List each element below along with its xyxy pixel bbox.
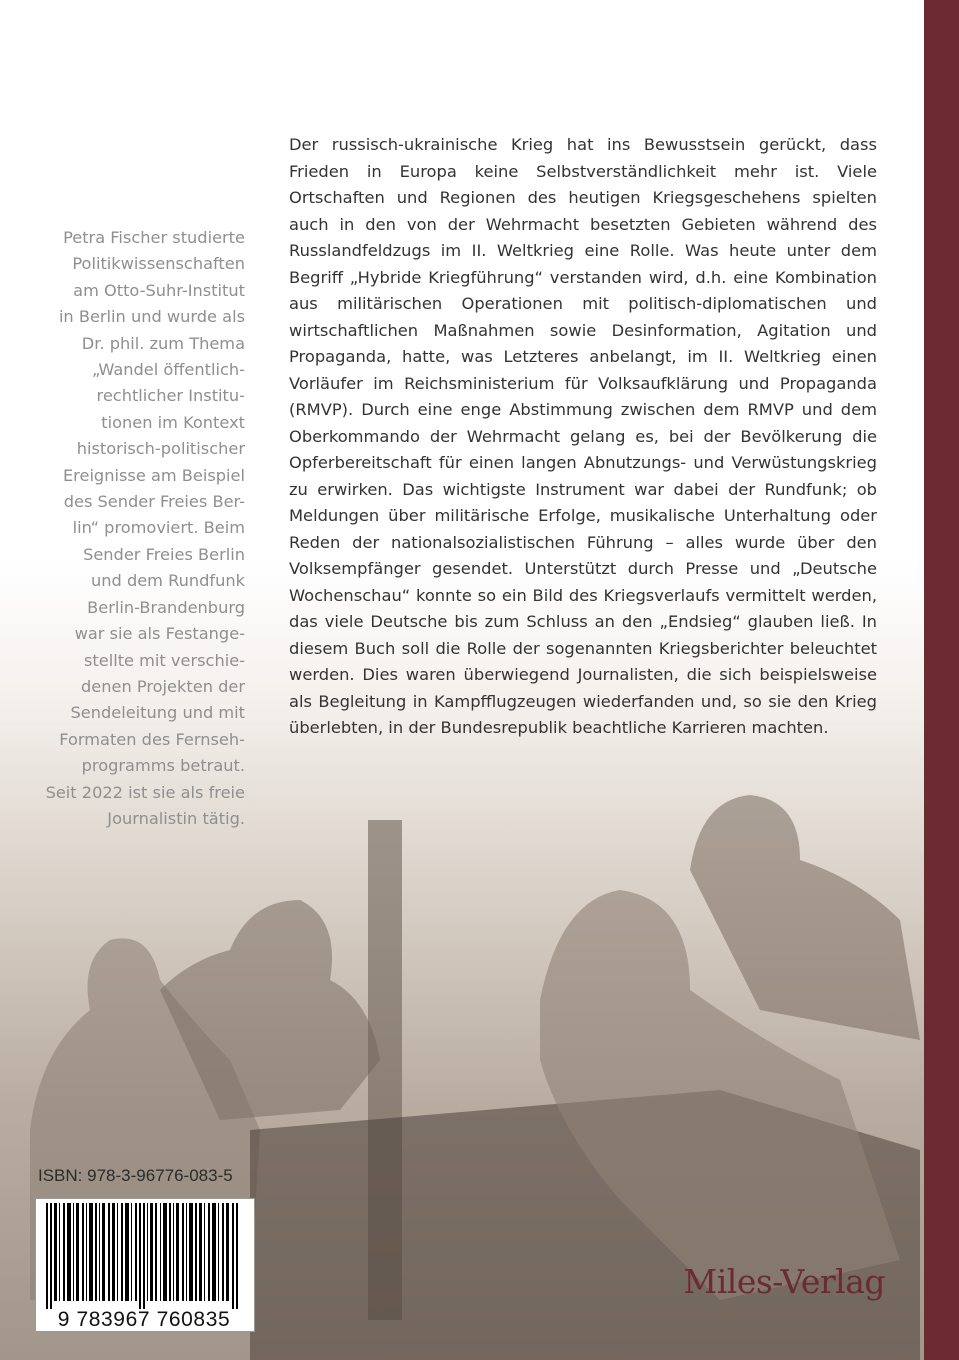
publisher-logo: Miles-Verlag	[683, 1262, 885, 1301]
book-blurb: Der russisch-ukrainische Krieg hat ins Bewusstsein gerückt, dass Frieden in Europa keine Selbstverständlichkeit mehr ist. Viele Ortschaften und Regionen des heutigen Kriegsgeschehens spielten auch in den von der Wehrmacht besetzten Gebieten während des Russlandfeldzugs im II. Weltkrieg eine Rolle. Was heute unter dem Begriff „Hybride Kriegführung“ verstanden wird, d.h. eine Kombination aus militärischen Operationen mit politisch-diplomatischen und wirtschaftlichen Maßnahmen sowie Desinformation, Agitation und Propaganda, hatte, was Letzteres anbelangt, im II. Weltkrieg einen Vorläufer im Reichsministerium für Volksaufklärung und Propaganda (RMVP). Durch eine enge Abstimmung zwischen dem RMVP und dem Oberkommando der Wehrmacht gelang es, bei der Bevölkerung die Opferbereitschaft für einen langen Abnutzungs- und Verwüstungskrieg zu erwirken. Das wichtigste Instrument war dabei der Rundfunk; ob Meldungen über militärische Erfolge, musikalische Unterhaltung oder Reden der nationalsozialistischen Führung – alles wurde über den Volksempfänger gesendet. Unterstützt durch Presse und „Deutsche Wochenschau“ konnte so ein Bild des Kriegsverlaufs vermittelt werden, das viele Deutsche bis zum Schluss an den „Endsieg“ glauben ließ. In diesem Buch soll die Rolle der sogenannten Kriegsberichter beleuchtet werden. Dies waren überwiegend Journalisten, die sich beispielsweise als Begleitung in Kampfflugzeugen wiederfanden und, so sie den Krieg überlebten, in der Bundesrepublik beachtliche Karrieren machten.	[289, 135, 877, 737]
isbn-number: 978-3-96776-083-5	[87, 1166, 233, 1185]
barcode-bars	[36, 1203, 254, 1309]
author-biography: Petra Fischer studierte Politikwissenschaften am Otto-Suhr-Institut in Berlin und wurde als Dr. phil. zum Thema „Wandel öffentlich- rechtlicher Institu- tionen im Kontext historisch-politischer Ereignisse am Beispiel des Sender Freies Ber- lin“ promoviert. Beim Sender Freies Berlin und dem Rundfunk Berlin-Brandenburg war sie als Festange- stellte mit verschie- denen Projekten der Sendeleitung und mit Formaten des Fernseh- programms betraut. Seit 2022 ist sie als freie Journalistin tätig.	[45, 228, 245, 828]
isbn-label: ISBN:	[38, 1166, 83, 1185]
barcode-digits: 9 783967 760835	[57, 1308, 231, 1331]
book-spine-edge	[924, 0, 959, 1360]
isbn-line	[38, 1166, 250, 1186]
